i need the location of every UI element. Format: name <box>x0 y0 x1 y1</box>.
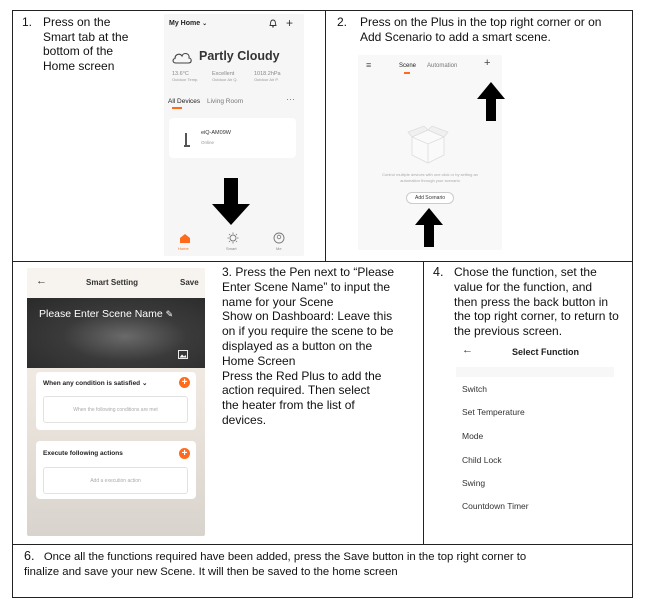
step1-text <box>43 15 153 73</box>
step1-line: Press on the <box>43 15 111 29</box>
actions-placeholder[interactable]: Add a execution action <box>43 467 188 494</box>
back-arrow-icon[interactable]: ← <box>36 275 47 287</box>
weather-label: Partly Cloudy <box>199 49 280 63</box>
step3-line: Enter Scene Name” to input the <box>222 279 391 294</box>
actions-header: Execute following actions <box>43 450 123 457</box>
menu-icon[interactable]: ≡ <box>366 60 372 70</box>
empty-hint: Control multiple devices with one click or by setting an automation through your scenario <box>382 172 478 183</box>
tab-scene[interactable]: Scene <box>399 63 417 69</box>
step3-line: Press the Red Plus to add the <box>222 368 382 383</box>
smart-setting-phone <box>27 268 205 536</box>
function-item-mode[interactable]: Mode <box>462 431 484 441</box>
step3-line: Home Screen <box>222 353 296 368</box>
arrow-up-icon <box>476 82 506 122</box>
function-item-set-temperature[interactable]: Set Temperature <box>462 407 525 417</box>
step6-line: Once all the functions required have been added, press the Save button in the top right corner to <box>43 551 527 563</box>
stat-air-quality: Excellent Outdoor Air Q. <box>212 71 238 82</box>
tab-underline <box>172 107 182 109</box>
add-scene-icon[interactable]: + <box>484 57 491 69</box>
arrow-down-icon <box>211 178 251 226</box>
add-condition-button[interactable]: + <box>179 377 190 388</box>
more-icon[interactable]: ··· <box>286 94 295 104</box>
scene-name-input[interactable]: Please Enter Scene Name ✎ <box>39 308 174 320</box>
step6-number: 6. <box>24 549 35 563</box>
tab-automation[interactable]: Automation <box>427 63 458 69</box>
step3-line: displayed as a button on the <box>222 338 373 353</box>
step3-line: on if you require the scene to be <box>222 324 394 339</box>
step2-line: Press on the Plus in the top right corner or on <box>360 15 602 29</box>
step2-number: 2. <box>337 15 348 29</box>
select-function-title: Select Function <box>512 347 580 357</box>
heater-icon <box>183 132 191 148</box>
chevron-down-icon: ⌄ <box>202 21 208 27</box>
condition-header[interactable]: When any condition is satisfied ⌄ <box>43 380 148 387</box>
step4-line: the previous screen. <box>454 324 563 339</box>
step1-line: Home screen <box>43 58 115 73</box>
step3-line: name for your Scene <box>222 294 334 309</box>
step6-text <box>24 549 630 580</box>
add-icon[interactable]: + <box>286 16 294 30</box>
step3-line: devices. <box>222 412 267 427</box>
step4-line: then press the back button in <box>454 294 609 309</box>
step1-line: Smart tab at the <box>43 29 129 44</box>
home-tab-label: Home <box>178 246 189 251</box>
home-tab-icon[interactable] <box>179 233 191 244</box>
cloud-icon <box>171 50 193 64</box>
save-button[interactable]: Save <box>180 278 199 287</box>
step1-number: 1. <box>22 15 33 29</box>
home-title[interactable]: My Home ⌄ <box>169 20 208 27</box>
function-item-switch[interactable]: Switch <box>462 384 488 394</box>
stat-temp: 13.6°C Outdoor Temp. <box>172 71 199 82</box>
function-item-child-lock[interactable]: Child Lock <box>462 455 502 465</box>
empty-box-icon <box>406 123 450 165</box>
step3-line: 3. Press the Pen next to “Please <box>222 265 395 279</box>
add-action-button[interactable]: + <box>179 448 190 459</box>
step4-text <box>454 265 624 339</box>
me-tab-icon[interactable] <box>273 232 285 244</box>
smart-tab-label: Smart <box>226 246 237 251</box>
smart-tab-icon[interactable] <box>227 232 239 244</box>
step3-line: action required. Then select <box>222 383 370 398</box>
actions-card <box>36 441 196 499</box>
step1-line: bottom of the <box>43 44 114 58</box>
device-status: Online <box>201 140 215 145</box>
step3-text <box>222 265 422 428</box>
list-divider <box>456 367 614 377</box>
condition-placeholder[interactable]: When the following conditions are met <box>43 396 188 423</box>
step4-line: Chose the function, set the <box>454 265 597 279</box>
step2-line: Add Scenario to add a smart scene. <box>360 29 551 44</box>
add-scenario-button[interactable]: Add Scenario <box>406 192 454 204</box>
chevron-down-icon: ⌄ <box>141 380 148 387</box>
back-arrow-icon[interactable]: ← <box>462 344 473 356</box>
bell-icon[interactable] <box>269 19 277 28</box>
condition-card <box>36 372 196 430</box>
smart-setting-title: Smart Setting <box>86 278 139 287</box>
device-card[interactable] <box>169 118 296 158</box>
step2-text <box>360 15 628 44</box>
me-tab-label: Me <box>276 246 282 251</box>
step4-line: value for the function, and <box>454 279 593 294</box>
device-name: eiQ-AM09W <box>201 130 231 136</box>
function-item-countdown-timer[interactable]: Countdown Timer <box>462 501 529 511</box>
step4-line: the top right corner, to return to <box>454 309 619 324</box>
step6-line: finalize and save your new Scene. It will then be saved to the home screen <box>24 566 398 578</box>
step3-line: the heater from the list of <box>222 398 355 413</box>
tab-all-devices[interactable]: All Devices <box>168 98 201 105</box>
stat-pressure: 1018.2hPa Outdoor Air P. <box>254 71 281 82</box>
arrow-up-icon <box>414 208 444 248</box>
step3-line: Show on Dashboard: Leave this <box>222 309 393 324</box>
image-picker-icon[interactable] <box>178 350 188 359</box>
step4-number: 4. <box>433 265 444 279</box>
function-item-swing[interactable]: Swing <box>462 478 486 488</box>
scene-tab-underline <box>404 72 410 74</box>
pen-icon[interactable]: ✎ <box>165 309 174 319</box>
tab-living-room[interactable]: Living Room <box>207 98 244 105</box>
